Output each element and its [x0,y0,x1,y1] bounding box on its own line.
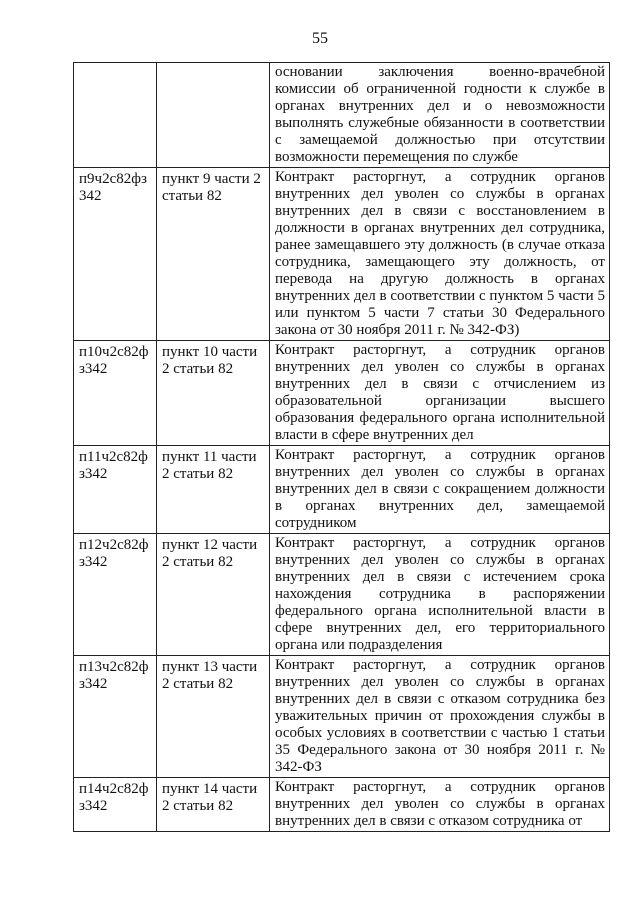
row-code [74,63,157,168]
row-code: п13ч2с82фз342 [74,656,157,778]
row-reference: пункт 9 части 2 статьи 82 [157,168,270,341]
row-description: Контракт расторгнут, а сотрудник органов внутренних дел уволен со службы в органах внутренних дел в связи с истечением срока нахождения сотрудника в распоряжении федерального органа исполнительной власти в сфере внутренних дел, его территориального органа или подразделения [270,534,610,656]
row-description: Контракт расторгнут, а сотрудник органов внутренних дел уволен со службы в органах внутренних дел в связи с отказом сотрудника от [270,778,610,832]
page-number: 55 [312,30,328,47]
row-description: Контракт расторгнут, а сотрудник органов внутренних дел уволен со службы в органах внутренних дел в связи с сокращением должности в органах внутренних дел, замещаемой сотрудником [270,446,610,534]
row-code: п10ч2с82фз342 [74,341,157,446]
table-row [74,446,610,534]
table-row [74,534,610,656]
table-row [74,168,610,341]
row-reference: пункт 13 части 2 статьи 82 [157,656,270,778]
row-code: п14ч2с82фз342 [74,778,157,832]
table-row [74,63,610,168]
row-description: Контракт расторгнут, а сотрудник органов внутренних дел уволен со службы в органах внутренних дел в связи с отчислением из образовательной организации высшего образования федерального органа исполнительной власти в сфере внутренних дел [270,341,610,446]
row-reference [157,63,270,168]
row-reference: пункт 11 части 2 статьи 82 [157,446,270,534]
dismissal-grounds-table [73,62,610,832]
row-code: п9ч2с82фз342 [74,168,157,341]
row-description: Контракт расторгнут, а сотрудник органов внутренних дел уволен со службы в органах внутренних дел в связи с восстановлением в должности в органах внутренних дел сотрудника, ранее замещавшего эту должность (в случае отказа сотрудника, замещающего эту должность, от перевода на другую должность в органах внутренних дел в соответствии с пунктом 5 части 5 или пунктом 5 части 7 статьи 30 Федерального закона от 30 ноября 2011 г. № 342-ФЗ) [270,168,610,341]
row-code: п11ч2с82фз342 [74,446,157,534]
table-row [74,656,610,778]
row-reference: пункт 14 части 2 статьи 82 [157,778,270,832]
row-reference: пункт 10 части 2 статьи 82 [157,341,270,446]
row-reference: пункт 12 части 2 статьи 82 [157,534,270,656]
table-row [74,778,610,832]
row-code: п12ч2с82фз342 [74,534,157,656]
row-description: основании заключения военно-врачебной комиссии об ограниченной годности к службе в органах внутренних дел и о невозможности выполнять служебные обязанности в соответствии с замещаемой должностью при отсутствии возможности перемещения по службе [270,63,610,168]
table-row [74,341,610,446]
row-description: Контракт расторгнут, а сотрудник органов внутренних дел уволен со службы в органах внутренних дел в связи с отказом сотрудника без уважительных причин от прохождения службы в особых условиях в соответствии с частью 1 статьи 35 Федерального закона от 30 ноября 2011 г. № 342-ФЗ [270,656,610,778]
